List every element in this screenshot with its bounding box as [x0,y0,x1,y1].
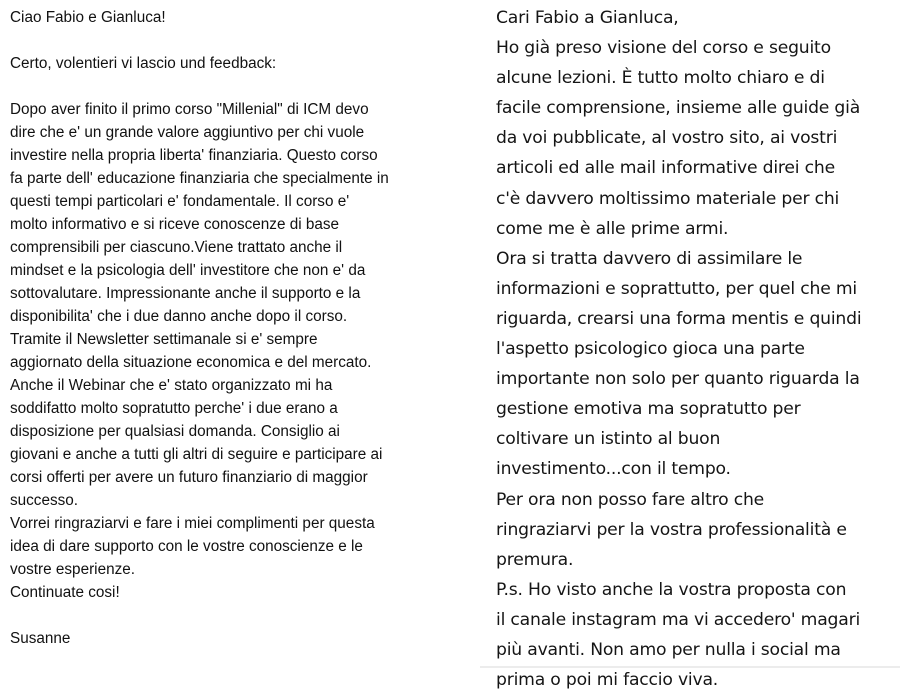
text-line: Dopo aver finito il primo corso "Millenial" di ICM devo [10,101,369,118]
text-line [10,75,389,98]
text-line: Per ora non posso fare altro che [496,489,765,510]
text-line: dire che e' un grande valore aggiuntivo per chi vuole [10,124,365,141]
text-line: investimento...con il tempo. [496,459,731,480]
text-line: importante non solo per quanto riguarda la [496,369,860,390]
text-line [10,604,389,627]
text-line: il canale instagram ma vi accedero' magari [496,609,861,630]
text-line: coltivare un istinto al buon [496,429,721,450]
text-line: disposizione per qualsiasi domanda. Consiglio ai [10,423,340,440]
text-line: Tramite il Newsletter settimanale si e' sempre [10,331,318,348]
text-line: sottovalutare. Impressionante anche il supporto e la [10,285,361,302]
text-line: Ora si tratta davvero di assimilare le [496,248,803,269]
text-line: l'aspetto psicologico gioca una parte [496,339,805,360]
text-line: idea di dare supporto con le vostre conoscienze e le [10,538,363,555]
text-line: Ciao Fabio e Gianluca! [10,9,166,26]
text-line: facile comprensione, insieme alle guide già [496,98,861,119]
text-line: molto informativo e si riceve conoscenze di base [10,216,340,233]
text-line: vostre esperienze. [10,561,135,578]
text-line: Anche il Webinar che e' stato organizzato mi ha [10,377,333,394]
text-line: P.s. Ho visto anche la vostra proposta con [496,579,847,600]
text-line: articoli ed alle mail informative direi che [496,158,835,179]
testimonial-susanne [10,6,389,650]
text-line: Certo, volentieri vi lascio und feedback: [10,55,277,72]
text-line: ringraziarvi per la vostra professionalità e [496,519,847,540]
text-line: giovani e anche a tutti gli altri di seguire e participare ai [10,446,383,463]
text-line: premura. [496,549,574,570]
text-line [10,29,389,52]
text-line: Continuate cosi! [10,584,120,601]
text-line: comprensibili per ciascuno.Viene trattato anche il [10,239,343,256]
text-line: più avanti. Non amo per nulla i social ma [496,639,841,660]
text-line: riguarda, crearsi una forma mentis e quindi [496,308,862,329]
text-line: corsi offerti per avere un futuro finanziario di maggior [10,469,368,486]
testimonial-cari-fabio [496,3,861,695]
text-line: investire nella propria liberta' finanziaria. Questo corso [10,147,378,164]
text-line: prima o poi mi faccio viva. [496,670,719,691]
text-line: aggiornato della situazione economica e del mercato. [10,354,372,371]
text-line: gestione emotiva ma sopratutto per [496,399,801,420]
text-line: mindset e la psicologia dell' investitore che non e' da [10,262,366,279]
text-line: Susanne [10,630,71,647]
text-line: c'è davvero moltissimo materiale per chi [496,188,840,209]
text-line: fa parte dell' educazione finanziaria che specialmente in [10,170,389,187]
text-line: alcune lezioni. È tutto molto chiaro e di [496,68,825,89]
text-line: successo. [10,492,79,509]
text-line: da voi pubblicate, al vostro sito, ai vostri [496,128,838,149]
text-line: come me è alle prime armi. [496,218,729,239]
text-line: Vorrei ringraziarvi e fare i miei complimenti per questa [10,515,375,532]
text-line: Cari Fabio a Gianluca, [496,8,679,28]
text-line: informazioni e soprattutto, per quel che mi [496,278,857,299]
text-line: questi tempi particolari e' fondamentale. Il corso e' [10,193,350,210]
text-line: disponibilita' che i due danno anche dopo il corso. [10,308,348,325]
text-line: soddifatto molto sopratutto perche' i due erano a [10,400,338,417]
text-line: Ho già preso visione del corso e seguito [496,38,831,59]
